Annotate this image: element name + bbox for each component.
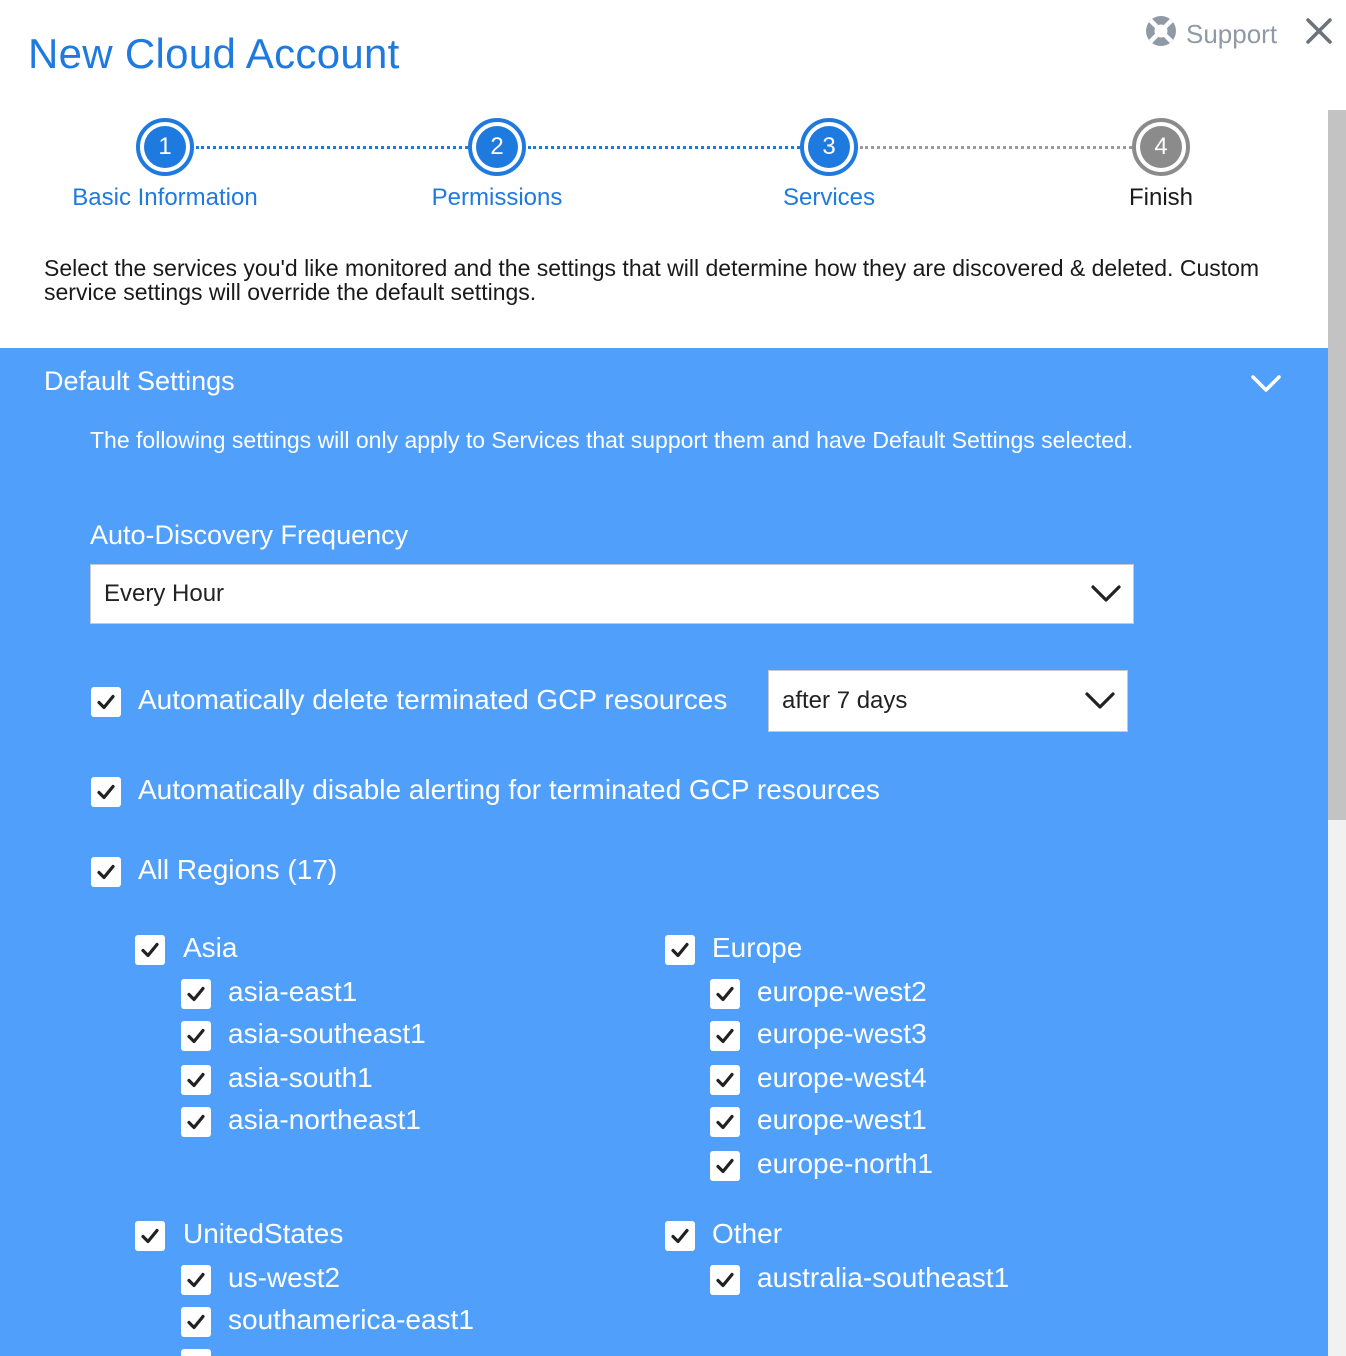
step-number: 1 bbox=[144, 126, 186, 168]
delete-delay-select[interactable] bbox=[768, 670, 1128, 732]
region-checkbox-europe-west3[interactable] bbox=[710, 1021, 740, 1051]
scrollbar[interactable] bbox=[1328, 110, 1346, 1356]
step-number: 3 bbox=[808, 126, 850, 168]
checkmark-icon bbox=[716, 985, 734, 1003]
auto-delete-checkbox[interactable] bbox=[91, 687, 121, 717]
region-group-unitedstates-checkbox[interactable] bbox=[135, 1221, 165, 1251]
checkmark-icon bbox=[141, 941, 159, 959]
region-label: australia-southeast1 bbox=[757, 1262, 1010, 1293]
all-regions-label: All Regions (17) bbox=[138, 854, 338, 885]
region-label: asia-northeast1 bbox=[228, 1104, 422, 1135]
all-regions-checkbox[interactable] bbox=[91, 857, 121, 887]
close-icon bbox=[1300, 12, 1338, 50]
lifebuoy-icon bbox=[1144, 14, 1178, 55]
checkmark-icon bbox=[187, 1271, 205, 1289]
checkmark-icon bbox=[187, 985, 205, 1003]
checkmark-icon bbox=[671, 941, 689, 959]
checkmark-icon bbox=[187, 1113, 205, 1131]
step-4-indicator bbox=[1132, 118, 1190, 176]
region-checkbox-southamerica-east1[interactable] bbox=[181, 1307, 211, 1337]
step-2-label[interactable]: Permissions bbox=[431, 184, 563, 211]
region-label: us-west2 bbox=[228, 1262, 341, 1293]
checkmark-icon bbox=[716, 1113, 734, 1131]
default-settings-panel bbox=[0, 348, 1328, 1356]
disable-alerting-checkbox[interactable] bbox=[91, 777, 121, 807]
step-number: 2 bbox=[476, 126, 518, 168]
checkmark-icon bbox=[97, 783, 115, 801]
region-checkbox-asia-northeast1[interactable] bbox=[181, 1107, 211, 1137]
region-checkbox-partial[interactable] bbox=[181, 1349, 211, 1356]
page-title: New Cloud Account bbox=[28, 30, 400, 77]
intro-text: Select the services you'd like monitored and the settings that will determine how they are discovered & deleted. Custom service settings will override the default settings. bbox=[44, 255, 1260, 305]
checkmark-icon bbox=[187, 1313, 205, 1331]
close-button[interactable] bbox=[1300, 12, 1338, 50]
region-checkbox-europe-west2[interactable] bbox=[710, 979, 740, 1009]
region-label: asia-east1 bbox=[228, 976, 358, 1007]
chevron-down-icon bbox=[1089, 577, 1123, 611]
region-checkbox-australia-southeast1[interactable] bbox=[710, 1265, 740, 1295]
wizard-stepper bbox=[0, 110, 1330, 220]
step-1-label[interactable]: Basic Information bbox=[72, 184, 258, 211]
checkmark-icon bbox=[187, 1071, 205, 1089]
region-checkbox-asia-south1[interactable] bbox=[181, 1065, 211, 1095]
region-group-label: Other bbox=[712, 1218, 783, 1249]
step-connector bbox=[528, 146, 800, 149]
region-group-label: Europe bbox=[712, 932, 803, 963]
delete-delay-value: after 7 days bbox=[782, 687, 908, 714]
region-label: europe-west2 bbox=[757, 976, 927, 1007]
checkmark-icon bbox=[716, 1157, 734, 1175]
region-checkbox-us-west2[interactable] bbox=[181, 1265, 211, 1295]
checkmark-icon bbox=[716, 1027, 734, 1045]
auto-delete-label: Automatically delete terminated GCP resources bbox=[138, 684, 728, 715]
panel-description: The following settings will only apply to Services that support them and have Default Settings selected. bbox=[90, 427, 1134, 453]
step-connector bbox=[860, 146, 1132, 149]
step-2-indicator[interactable] bbox=[468, 118, 526, 176]
checkmark-icon bbox=[97, 863, 115, 881]
chevron-down-icon bbox=[1248, 366, 1284, 402]
frequency-label: Auto-Discovery Frequency bbox=[90, 520, 409, 550]
region-label: europe-west4 bbox=[757, 1062, 927, 1093]
checkmark-icon bbox=[671, 1227, 689, 1245]
region-group-label: Asia bbox=[183, 932, 238, 963]
region-checkbox-europe-west1[interactable] bbox=[710, 1107, 740, 1137]
chevron-down-icon bbox=[1083, 684, 1117, 718]
region-label: asia-south1 bbox=[228, 1062, 373, 1093]
step-number: 4 bbox=[1140, 126, 1182, 168]
region-label: europe-north1 bbox=[757, 1148, 933, 1179]
panel-title: Default Settings bbox=[44, 366, 235, 396]
checkmark-icon bbox=[141, 1227, 159, 1245]
region-checkbox-europe-north1[interactable] bbox=[710, 1151, 740, 1181]
step-connector bbox=[196, 146, 468, 149]
region-group-other-checkbox[interactable] bbox=[665, 1221, 695, 1251]
frequency-select[interactable] bbox=[90, 564, 1134, 624]
step-1-indicator[interactable] bbox=[136, 118, 194, 176]
region-label: europe-west3 bbox=[757, 1018, 927, 1049]
disable-alerting-label: Automatically disable alerting for terminated GCP resources bbox=[138, 774, 880, 805]
checkmark-icon bbox=[716, 1271, 734, 1289]
step-3-indicator[interactable] bbox=[800, 118, 858, 176]
region-checkbox-europe-west4[interactable] bbox=[710, 1065, 740, 1095]
region-checkbox-asia-east1[interactable] bbox=[181, 979, 211, 1009]
region-label: asia-southeast1 bbox=[228, 1018, 426, 1049]
support-label: Support bbox=[1186, 19, 1278, 49]
checkmark-icon bbox=[97, 693, 115, 711]
checkmark-icon bbox=[716, 1071, 734, 1089]
scrollbar-thumb[interactable] bbox=[1328, 110, 1346, 820]
step-4-label: Finish bbox=[1128, 184, 1194, 211]
frequency-value: Every Hour bbox=[104, 580, 225, 607]
region-group-europe-checkbox[interactable] bbox=[665, 935, 695, 965]
region-label: southamerica-east1 bbox=[228, 1304, 474, 1335]
region-checkbox-asia-southeast1[interactable] bbox=[181, 1021, 211, 1051]
collapse-button[interactable] bbox=[1248, 366, 1284, 402]
region-group-asia-checkbox[interactable] bbox=[135, 935, 165, 965]
checkmark-icon bbox=[187, 1027, 205, 1045]
region-group-label: UnitedStates bbox=[183, 1218, 344, 1249]
region-label: europe-west1 bbox=[757, 1104, 927, 1135]
step-3-label[interactable]: Services bbox=[782, 184, 876, 211]
support-link[interactable] bbox=[1144, 14, 1277, 55]
